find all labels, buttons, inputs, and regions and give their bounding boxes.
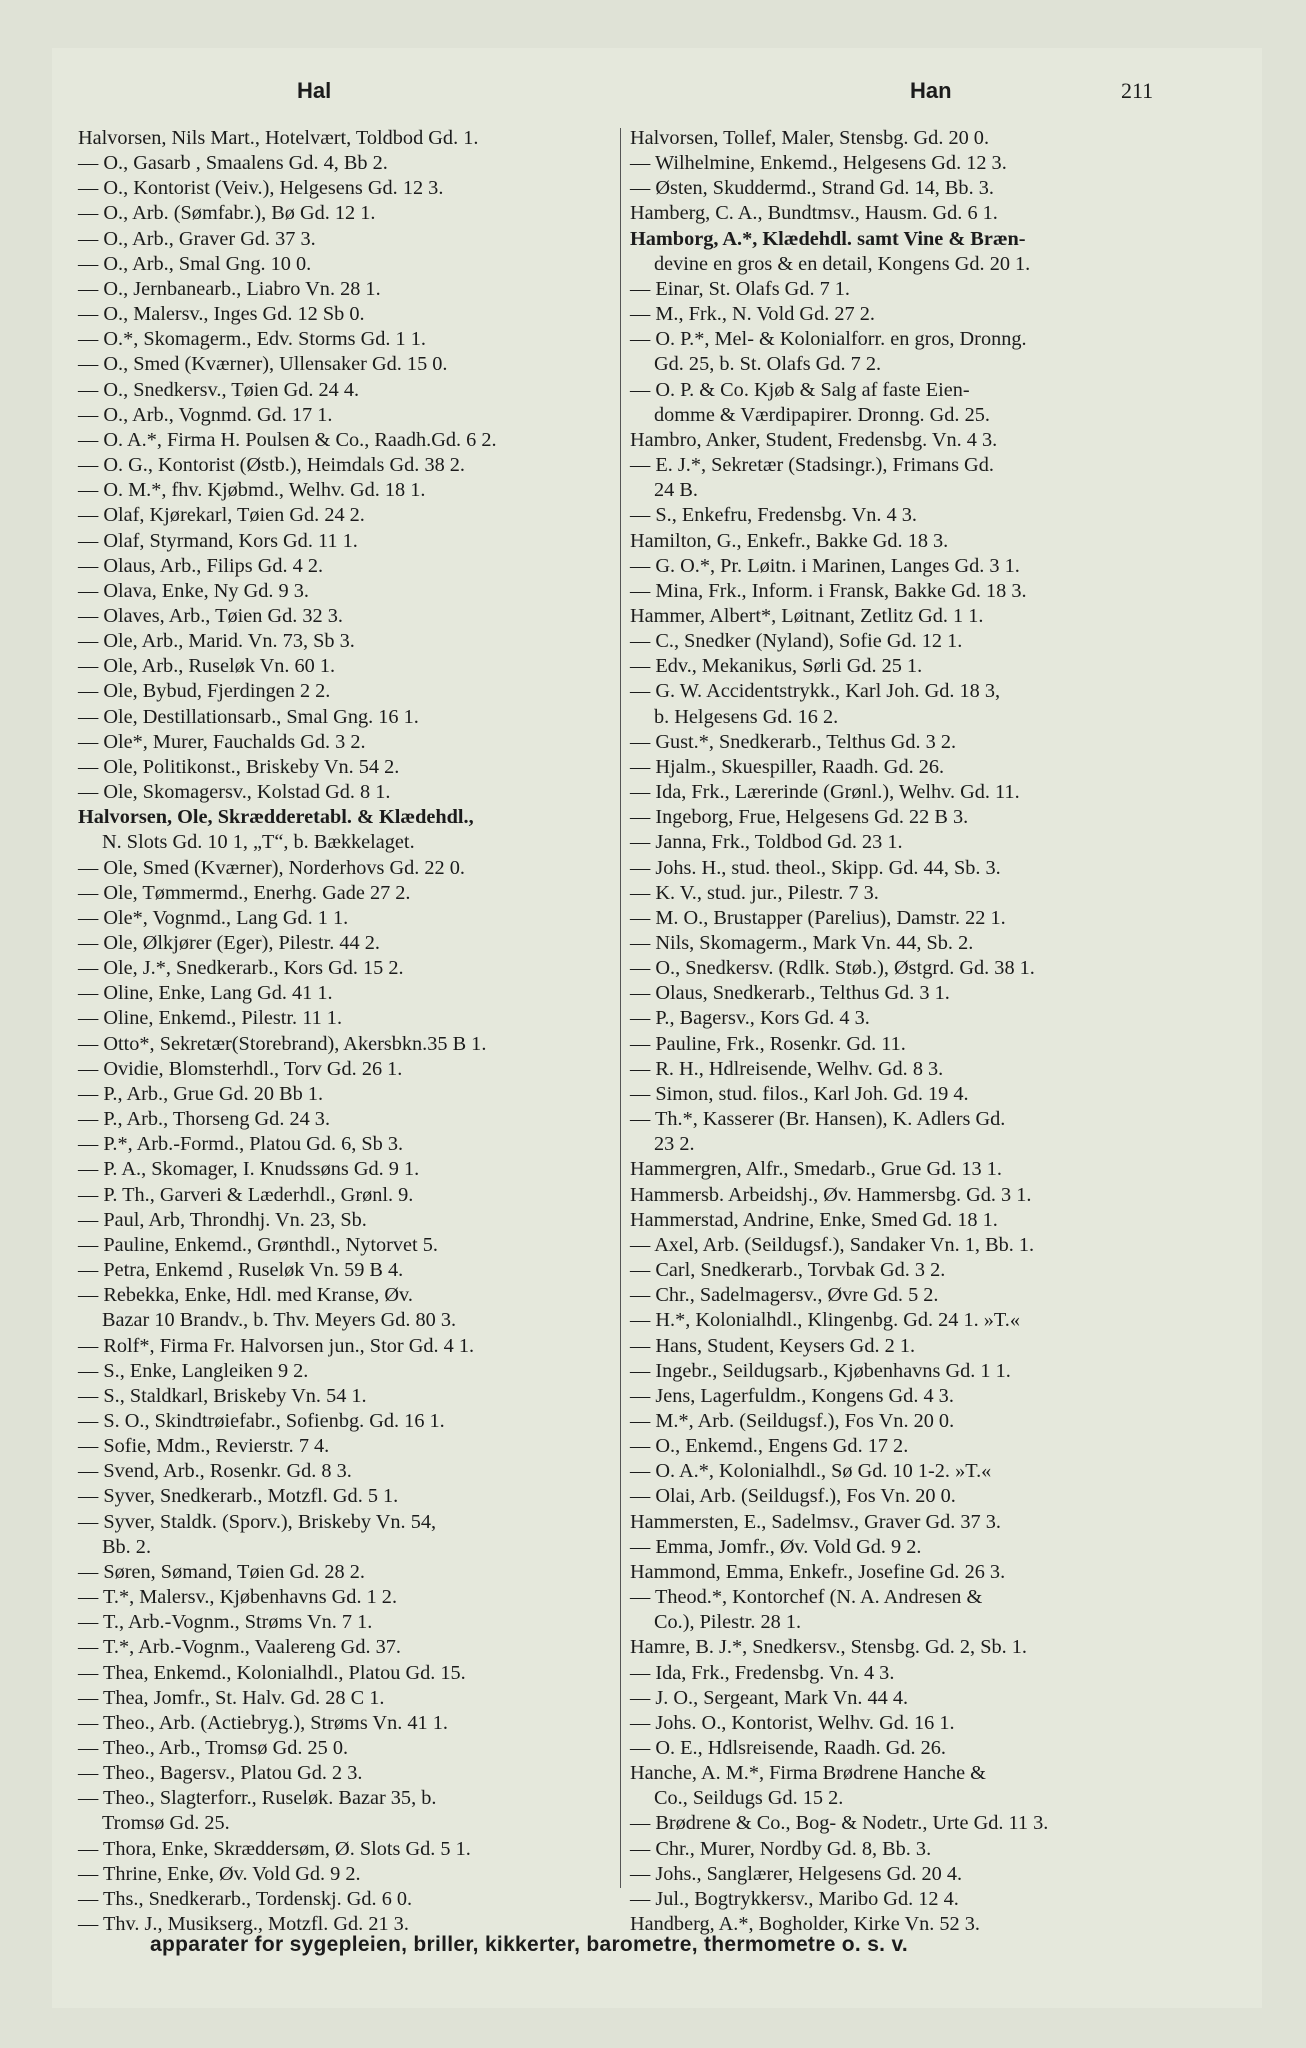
directory-entry: Hammer, Albert*, Løitnant, Zetlitz Gd. 1 1.	[630, 604, 984, 627]
directory-entry: — Ole, Politikonst., Briskeby Vn. 54 2.	[78, 755, 400, 778]
directory-entry: — Theo., Slagterforr., Ruseløk. Bazar 35, b.	[78, 1787, 437, 1810]
directory-entry: — Pauline, Frk., Rosenkr. Gd. 11.	[630, 1032, 906, 1055]
directory-entry: — O.*, Skomagerm., Edv. Storms Gd. 1 1.	[78, 328, 426, 351]
directory-entry: Bazar 10 Brandv., b. Thv. Meyers Gd. 80 3.	[102, 1309, 457, 1332]
directory-entry: — S., Staldkarl, Briskeby Vn. 54 1.	[78, 1384, 367, 1407]
directory-entry: — Thv. J., Musikserg., Motzfl. Gd. 21 3.	[78, 1913, 409, 1936]
directory-entry: — C., Snedker (Nyland), Sofie Gd. 12 1.	[630, 630, 963, 653]
header-left-word: Hal	[297, 78, 332, 103]
directory-entry: — Ole*, Murer, Fauchalds Gd. 3 2.	[78, 730, 366, 753]
directory-entry: — O. G., Kontorist (Østb.), Heimdals Gd. 38 2.	[78, 454, 466, 477]
directory-entry: — Petra, Enkemd , Ruseløk Vn. 59 B 4.	[78, 1259, 404, 1282]
directory-entry: — Ole, Arb., Ruseløk Vn. 60 1.	[78, 655, 336, 678]
directory-entry: — Theo., Arb., Tromsø Gd. 25 0.	[78, 1737, 349, 1759]
directory-entry: — Ole, Bybud, Fjerdingen 2 2.	[78, 680, 331, 703]
directory-entry: — Chr., Sadelmagersv., Øvre Gd. 5 2.	[630, 1284, 939, 1307]
directory-entry: — Ida, Frk., Lærerinde (Grønl.), Welhv. Gd. 11.	[630, 781, 1020, 804]
directory-entry: — T.*, Malersv., Kjøbenhavns Gd. 1 2.	[78, 1586, 398, 1609]
directory-entry: — Jul., Bogtrykkersv., Maribo Gd. 12 4.	[630, 1887, 959, 1910]
directory-entry: — O., Arb., Smal Gng. 10 0.	[78, 252, 312, 275]
directory-entry: — Olaf, Styrmand, Kors Gd. 11 1.	[78, 529, 358, 552]
directory-entry: — M. O., Brustapper (Parelius), Damstr. 22 1.	[630, 906, 1006, 929]
directory-entry: — Ths., Snedkerarb., Tordenskj. Gd. 6 0.	[78, 1887, 413, 1910]
directory-entry: — O., Snedkersv., Tøien Gd. 24 4.	[78, 378, 360, 401]
directory-entry: — Olava, Enke, Ny Gd. 9 3.	[78, 579, 309, 602]
directory-entry: 24 B.	[654, 479, 698, 502]
directory-entry: b. Helgesens Gd. 16 2.	[654, 705, 839, 728]
directory-entry: — O., Enkemd., Engens Gd. 17 2.	[630, 1435, 909, 1458]
directory-entry: Hammersb. Arbeidshj., Øv. Hammersbg. Gd. 3 1.	[630, 1183, 1032, 1206]
directory-entry: — P., Arb., Thorseng Gd. 24 3.	[78, 1108, 331, 1131]
directory-entry: — Ingeborg, Frue, Helgesens Gd. 22 B 3.	[630, 806, 969, 829]
directory-entry: — Johs. O., Kontorist, Welhv. Gd. 16 1.	[630, 1711, 955, 1734]
directory-entry: — S., Enkefru, Fredensbg. Vn. 4 3.	[630, 504, 917, 527]
directory-entry: Hamberg, C. A., Bundtmsv., Hausm. Gd. 6 1.	[630, 202, 998, 225]
directory-entry: Halvorsen, Ole, Skrædderetabl. & Klædehdl.,	[78, 806, 474, 829]
directory-entry: — P.*, Arb.-Formd., Platou Gd. 6, Sb 3.	[78, 1133, 404, 1156]
directory-entry: — Mina, Frk., Inform. i Fransk, Bakke Gd. 18 3.	[630, 579, 1027, 602]
directory-entry: — T.*, Arb.-Vognm., Vaalereng Gd. 37.	[78, 1636, 401, 1659]
directory-entry: — P., Bagersv., Kors Gd. 4 3.	[630, 1007, 870, 1030]
directory-entry: Co., Seildugs Gd. 15 2.	[654, 1787, 844, 1810]
left-column	[78, 126, 608, 1937]
directory-entry: — Rolf*, Firma Fr. Halvorsen jun., Stor Gd. 4 1.	[78, 1334, 475, 1357]
directory-entry: — Oline, Enkemd., Pilestr. 11 1.	[78, 1007, 343, 1030]
directory-entry: — Ida, Frk., Fredensbg. Vn. 4 3.	[630, 1661, 895, 1684]
right-column	[630, 126, 1160, 1937]
directory-entry: Handberg, A.*, Bogholder, Kirke Vn. 52 3.	[630, 1913, 980, 1936]
directory-entry: — Ole, Smed (Kværner), Norderhovs Gd. 22 0.	[78, 856, 465, 879]
column-divider	[620, 128, 621, 1888]
directory-entry: Hammond, Emma, Enkefr., Josefine Gd. 26 3.	[630, 1560, 1006, 1583]
directory-entry: — Janna, Frk., Toldbod Gd. 23 1.	[630, 831, 903, 854]
directory-entry: — O., Kontorist (Veiv.), Helgesens Gd. 12 3.	[78, 177, 444, 200]
directory-entry: Halvorsen, Nils Mart., Hotelvært, Toldbod Gd. 1.	[78, 127, 479, 149]
directory-entry: — Olaves, Arb., Tøien Gd. 32 3.	[78, 604, 343, 627]
directory-entry: — Olai, Arb. (Seildugsf.), Fos Vn. 20 0.	[630, 1485, 956, 1508]
directory-entry: — Thea, Jomfr., St. Halv. Gd. 28 C 1.	[78, 1686, 385, 1709]
directory-entry: devine en gros & en detail, Kongens Gd. 20 1.	[654, 252, 1031, 275]
directory-entry: Hamilton, G., Enkefr., Bakke Gd. 18 3.	[630, 529, 949, 552]
directory-entry: — O. E., Hdlsreisende, Raadh. Gd. 26.	[630, 1737, 946, 1759]
directory-entry: — O. P. & Co. Kjøb & Salg af faste Eien-	[630, 378, 970, 401]
directory-entry: — P. Th., Garveri & Læderhdl., Grønl. 9.	[78, 1183, 414, 1206]
directory-entry: — Hjalm., Skuespiller, Raadh. Gd. 26.	[630, 755, 945, 778]
directory-entry: — Theo., Bagersv., Platou Gd. 2 3.	[78, 1762, 363, 1785]
directory-entry: — Thora, Enke, Skræddersøm, Ø. Slots Gd. 5 1.	[78, 1837, 471, 1860]
directory-entry: Hamre, B. J.*, Snedkersv., Stensbg. Gd. 2, Sb. 1.	[630, 1636, 1027, 1659]
directory-entry: — Nils, Skomagerm., Mark Vn. 44, Sb. 2.	[630, 932, 974, 954]
directory-entry: Bb. 2.	[102, 1535, 152, 1558]
directory-entry: Hamborg, A.*, Klædehdl. samt Vine & Bræn-	[630, 227, 1026, 250]
directory-entry: — Theo., Arb. (Actiebryg.), Strøms Vn. 41 1.	[78, 1711, 448, 1734]
directory-entry: — O., Gasarb , Smaalens Gd. 4, Bb 2.	[78, 152, 388, 175]
directory-entry: — O., Smed (Kværner), Ullensaker Gd. 15 0.	[78, 353, 448, 376]
directory-entry: Hammergren, Alfr., Smedarb., Grue Gd. 13 1.	[630, 1158, 1002, 1181]
directory-entry: — Theod.*, Kontorchef (N. A. Andresen &	[630, 1586, 983, 1609]
directory-entry: — Hans, Student, Keysers Gd. 2 1.	[630, 1334, 916, 1357]
directory-entry: — O., Arb. (Sømfabr.), Bø Gd. 12 1.	[78, 202, 376, 225]
directory-entry: — Ole, J.*, Snedkerarb., Kors Gd. 15 2.	[78, 957, 404, 980]
directory-entry: Hambro, Anker, Student, Fredensbg. Vn. 4 3.	[630, 428, 998, 451]
directory-entry: — Ovidie, Blomsterhdl., Torv Gd. 26 1.	[78, 1057, 403, 1080]
directory-entry: — Ole, Tømmermd., Enerhg. Gade 27 2.	[78, 881, 411, 904]
directory-entry: — Sofie, Mdm., Revierstr. 7 4.	[78, 1435, 330, 1458]
directory-entry: — Thrine, Enke, Øv. Vold Gd. 9 2.	[78, 1862, 361, 1885]
directory-entry: — Otto*, Sekretær(Storebrand), Akersbkn.35 B 1.	[78, 1032, 487, 1055]
directory-entry: — Gust.*, Snedkerarb., Telthus Gd. 3 2.	[630, 730, 957, 753]
directory-entry: — H.*, Kolonialhdl., Klingenbg. Gd. 24 1. »T.«	[630, 1309, 1021, 1332]
directory-entry: domme & Værdipapirer. Dronng. Gd. 25.	[654, 403, 990, 426]
directory-entry: — O. A.*, Firma H. Poulsen & Co., Raadh.Gd. 6 2.	[78, 428, 497, 451]
directory-entry: — Rebekka, Enke, Hdl. med Kranse, Øv.	[78, 1284, 413, 1307]
directory-entry: — Ole, Arb., Marid. Vn. 73, Sb 3.	[78, 630, 355, 653]
header-center-word: Han	[910, 78, 952, 103]
directory-entry: — O., Malersv., Inges Gd. 12 Sb 0.	[78, 303, 365, 326]
directory-entry: — Simon, stud. filos., Karl Joh. Gd. 19 4.	[630, 1082, 969, 1105]
directory-entry: — Oline, Enke, Lang Gd. 41 1.	[78, 982, 333, 1005]
directory-entry: — Ingebr., Seildugsarb., Kjøbenhavns Gd. 1 1.	[630, 1359, 1011, 1382]
directory-entry: Co.), Pilestr. 28 1.	[654, 1611, 802, 1634]
directory-entry: — Edv., Mekanikus, Sørli Gd. 25 1.	[630, 655, 923, 678]
directory-entry: — Olaus, Arb., Filips Gd. 4 2.	[78, 554, 324, 577]
directory-entry: — Søren, Sømand, Tøien Gd. 28 2.	[78, 1560, 365, 1583]
directory-entry: — O., Arb., Vognmd. Gd. 17 1.	[78, 403, 333, 426]
directory-entry: — K. V., stud. jur., Pilestr. 7 3.	[630, 881, 879, 904]
directory-entry: Hanche, A. M.*, Firma Brødrene Hanche &	[630, 1762, 986, 1785]
directory-entry: — Syver, Snedkerarb., Motzfl. Gd. 5 1.	[78, 1485, 399, 1508]
directory-entry: — J. O., Sergeant, Mark Vn. 44 4.	[630, 1686, 909, 1709]
directory-entry: — P. A., Skomager, I. Knudssøns Gd. 9 1.	[78, 1158, 420, 1181]
directory-entry: — M., Frk., N. Vold Gd. 27 2.	[630, 303, 875, 326]
directory-entry: — Pauline, Enkemd., Grønthdl., Nytorvet 5.	[78, 1233, 438, 1256]
directory-entry: — E. J.*, Sekretær (Stadsingr.), Frimans Gd.	[630, 454, 994, 477]
page-header	[78, 78, 1178, 114]
directory-entry: — G. W. Accidentstrykk., Karl Joh. Gd. 18 3,	[630, 680, 1001, 703]
directory-entry: — Th.*, Kasserer (Br. Hansen), K. Adlers Gd.	[630, 1108, 1006, 1131]
directory-entry: — S. O., Skindtrøiefabr., Sofienbg. Gd. 16 1.	[78, 1409, 445, 1432]
directory-entry: — O. M.*, fhv. Kjøbmd., Welhv. Gd. 18 1.	[78, 479, 426, 502]
directory-entry: — S., Enke, Langleiken 9 2.	[78, 1359, 309, 1382]
directory-entry: — R. H., Hdlreisende, Welhv. Gd. 8 3.	[630, 1057, 944, 1080]
directory-entry: Hammerstad, Andrine, Enke, Smed Gd. 18 1.	[630, 1208, 998, 1231]
directory-entry: Gd. 25, b. St. Olafs Gd. 7 2.	[654, 353, 882, 376]
directory-entry: Hammersten, E., Sadelmsv., Graver Gd. 37 3.	[630, 1510, 1001, 1533]
directory-entry: — Ole, Skomagersv., Kolstad Gd. 8 1.	[78, 781, 391, 804]
directory-entry: — Ole, Destillationsarb., Smal Gng. 16 1.	[78, 705, 419, 728]
directory-entry: Halvorsen, Tollef, Maler, Stensbg. Gd. 20 0.	[630, 127, 990, 149]
directory-entry: — Johs., Sanglærer, Helgesens Gd. 20 4.	[630, 1862, 963, 1885]
directory-entry: — O. P.*, Mel- & Kolonialforr. en gros, Dronng.	[630, 328, 1027, 351]
directory-entry: — Wilhelmine, Enkemd., Helgesens Gd. 12 3.	[630, 152, 1007, 175]
directory-entry: 23 2.	[654, 1133, 695, 1156]
directory-entry: — Olaus, Snedkerarb., Telthus Gd. 3 1.	[630, 982, 950, 1005]
directory-entry: — P., Arb., Grue Gd. 20 Bb 1.	[78, 1082, 324, 1105]
directory-entry: — G. O.*, Pr. Løitn. i Marinen, Langes Gd. 3 1.	[630, 554, 1020, 577]
directory-entry: Tromsø Gd. 25.	[102, 1812, 230, 1835]
directory-entry: — Carl, Snedkerarb., Torvbak Gd. 3 2.	[630, 1259, 946, 1282]
page-number: 211	[1121, 78, 1154, 103]
directory-entry: — Ole, Ølkjører (Eger), Pilestr. 44 2.	[78, 932, 380, 954]
directory-entry: — Emma, Jomfr., Øv. Vold Gd. 9 2.	[630, 1535, 922, 1558]
directory-entry: — Svend, Arb., Rosenkr. Gd. 8 3.	[78, 1460, 352, 1483]
directory-entry: — Paul, Arb, Throndhj. Vn. 23, Sb.	[78, 1208, 367, 1231]
directory-entry: — M.*, Arb. (Seildugsf.), Fos Vn. 20 0.	[630, 1409, 955, 1432]
directory-entry: N. Slots Gd. 10 1, „T“, b. Bækkelaget.	[102, 831, 415, 854]
directory-entry: — T., Arb.-Vognm., Strøms Vn. 7 1.	[78, 1611, 373, 1634]
directory-entry: — Axel, Arb. (Seildugsf.), Sandaker Vn. 1, Bb. 1.	[630, 1233, 1035, 1256]
directory-entry: — Olaf, Kjørekarl, Tøien Gd. 24 2.	[78, 504, 365, 527]
directory-entry: — Einar, St. Olafs Gd. 7 1.	[630, 277, 851, 300]
directory-entry: — Johs. H., stud. theol., Skipp. Gd. 44, Sb. 3.	[630, 856, 1001, 879]
directory-entry: — Østen, Skuddermd., Strand Gd. 14, Bb. 3.	[630, 177, 994, 200]
directory-entry: — Syver, Staldk. (Sporv.), Briskeby Vn. 54,	[78, 1510, 437, 1533]
directory-entry: — O., Arb., Graver Gd. 37 3.	[78, 227, 316, 250]
directory-entry: — O., Snedkersv. (Rdlk. Støb.), Østgrd. Gd. 38 1.	[630, 957, 1035, 980]
directory-entry: — O., Jernbanearb., Liabro Vn. 28 1.	[78, 277, 381, 300]
directory-entry: — Ole*, Vognmd., Lang Gd. 1 1.	[78, 906, 349, 929]
directory-entry: — Thea, Enkemd., Kolonialhdl., Platou Gd. 15.	[78, 1661, 466, 1684]
directory-entry: — Chr., Murer, Nordby Gd. 8, Bb. 3.	[630, 1837, 932, 1860]
directory-entry: — Jens, Lagerfuldm., Kongens Gd. 4 3.	[630, 1384, 954, 1407]
directory-entry: — O. A.*, Kolonialhdl., Sø Gd. 10 1-2. »T.«	[630, 1460, 992, 1483]
page-footer: apparater for sygepleien, briller, kikkerter, barometre, thermometre o. s. v.	[150, 1933, 909, 1956]
directory-entry: — Brødrene & Co., Bog- & Nodetr., Urte Gd. 11 3.	[630, 1812, 1049, 1835]
